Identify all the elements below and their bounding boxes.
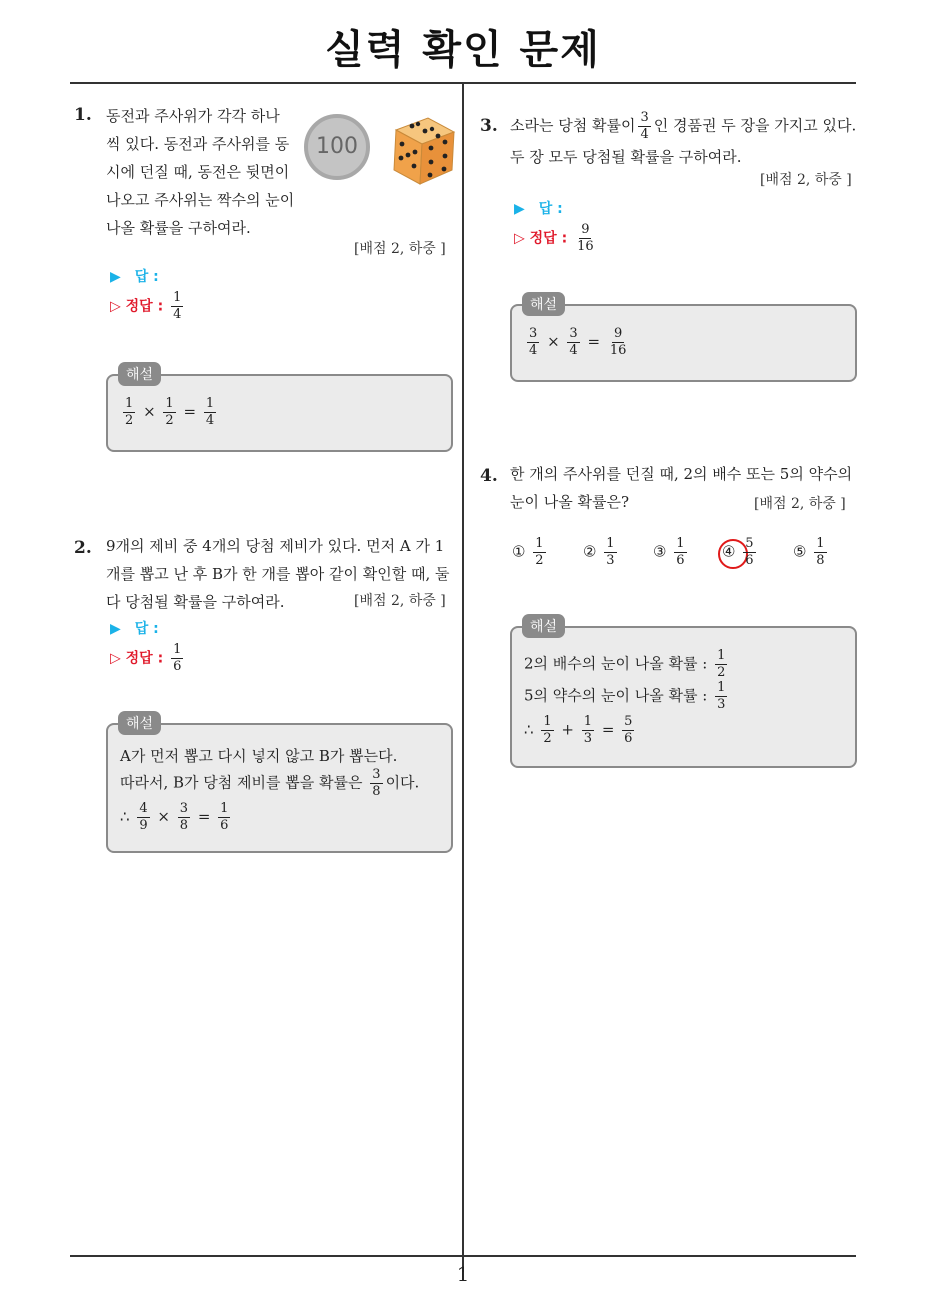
explanation-line: 5의 약수의 눈이 나올 확률 : $\frac{1}{3}$	[524, 680, 726, 712]
explanation-formula: ∴ $\frac{1}{2}$ + $\frac{1}{3}$ = $\frac{5}{6}$	[524, 714, 633, 746]
question-number: 2.	[74, 538, 92, 558]
correct-answer-row	[514, 222, 599, 255]
explanation-tag: 해설	[522, 292, 565, 316]
choice-5[interactable]: ⑤ $\frac{1}{8}$	[793, 536, 825, 568]
correct-label: 정답 :	[125, 298, 164, 315]
explanation-formula: $\frac{1}{2}$ × $\frac{1}{2}$ = $\frac{1}{4}$	[125, 396, 215, 428]
question-number: 4.	[480, 466, 498, 486]
bottom-rule	[70, 1255, 856, 1257]
triangle-outline-icon: ▷	[110, 650, 121, 667]
answer-fraction: $\frac{1}{6}$	[173, 642, 182, 674]
page-title: 실력 확인 문제	[325, 27, 601, 73]
question-line: 소라는 당첨 확률이 $\frac{3}{4}$ 인 경품권 두 장을 가지고 있다.	[510, 110, 857, 142]
dice-icon	[388, 112, 460, 188]
question-line: 한 개의 주사위를 던질 때, 2의 배수 또는 5의 약수의	[510, 465, 853, 483]
question-1-text	[106, 102, 294, 242]
choice-2[interactable]: ② $\frac{1}{3}$	[583, 536, 615, 568]
answer-row	[514, 198, 563, 218]
explanation-tag: 해설	[118, 362, 161, 386]
explanation-box	[510, 304, 857, 382]
score-meta: [배점 2, 하중 ]	[754, 496, 846, 512]
choice-3[interactable]: ③ $\frac{1}{6}$	[653, 536, 685, 568]
triangle-outline-icon: ▷	[514, 230, 525, 247]
explanation-formula: $\frac{3}{4}$ × $\frac{3}{4}$ = $\frac{9}{16}$	[529, 326, 627, 358]
question-line: 시에 던질 때, 동전은 뒷면이	[106, 163, 290, 181]
choice-4[interactable]: ④ $\frac{5}{6}$	[722, 536, 754, 568]
question-line: 눈이 나올 확률은?	[510, 493, 630, 511]
question-line: 개를 뽑고 난 후 B가 한 개를 뽑아 같이 확인할 때, 둘	[106, 565, 450, 583]
explanation-box	[106, 723, 453, 853]
question-number: 1.	[74, 105, 92, 125]
play-icon: ▶	[110, 269, 121, 285]
answer-row	[110, 266, 159, 286]
question-line: 두 장 모두 당첨될 확률을 구하여라.	[510, 148, 742, 166]
question-line: 나오고 주사위는 짝수의 눈이	[106, 191, 295, 209]
answer-label: 답 :	[538, 201, 563, 217]
question-3-text	[510, 110, 856, 171]
question-line: 다 당첨될 확률을 구하여라.	[106, 593, 285, 611]
triangle-outline-icon: ▷	[110, 298, 121, 315]
explanation-tag: 해설	[522, 614, 565, 638]
correct-answer-row	[110, 642, 186, 675]
answer-fraction: $\frac{1}{4}$	[173, 290, 182, 322]
question-line: 동전과 주사위가 각각 하나	[106, 107, 280, 125]
explanation-line: A가 먼저 뽑고 다시 넣지 않고 B가 뽑는다.	[120, 747, 398, 765]
explanation-line: 따라서, B가 당첨 제비를 뽑을 확률은 $\frac{3}{8}$ 이다.	[120, 767, 420, 799]
play-icon: ▶	[110, 621, 121, 637]
question-line: 씩 있다. 동전과 주사위를 동	[106, 135, 290, 153]
page-number: 1	[456, 1262, 470, 1286]
explanation-tag: 해설	[118, 711, 161, 735]
explanation-formula: ∴ $\frac{4}{9}$ × $\frac{3}{8}$ = $\frac{1}{6}$	[120, 801, 229, 833]
explanation-line: 2의 배수의 눈이 나올 확률 : $\frac{1}{2}$	[524, 648, 726, 680]
answer-label: 답 :	[134, 269, 159, 285]
correct-label: 정답 :	[529, 230, 568, 247]
choice-1[interactable]: ① $\frac{1}{2}$	[512, 536, 544, 568]
answer-label: 답 :	[134, 621, 159, 637]
correct-label: 정답 :	[125, 650, 164, 667]
score-meta: [배점 2, 하중 ]	[354, 241, 446, 257]
score-meta: [배점 2, 하중 ]	[354, 593, 446, 609]
answer-fraction: $\frac{9}{16}$	[577, 222, 594, 254]
score-meta: [배점 2, 하중 ]	[760, 172, 852, 188]
answer-row	[110, 618, 159, 638]
correct-answer-row	[110, 290, 186, 323]
coin-image	[304, 114, 370, 180]
explanation-box	[510, 626, 857, 768]
column-divider	[462, 84, 464, 1272]
coin-label: 100	[316, 134, 358, 159]
play-icon: ▶	[514, 201, 525, 217]
question-number: 3.	[480, 116, 498, 136]
question-line: 9개의 제비 중 4개의 당첨 제비가 있다. 먼저 A 가 1	[106, 537, 445, 555]
explanation-box	[106, 374, 453, 452]
question-line: 나올 확률을 구하여라.	[106, 219, 251, 237]
